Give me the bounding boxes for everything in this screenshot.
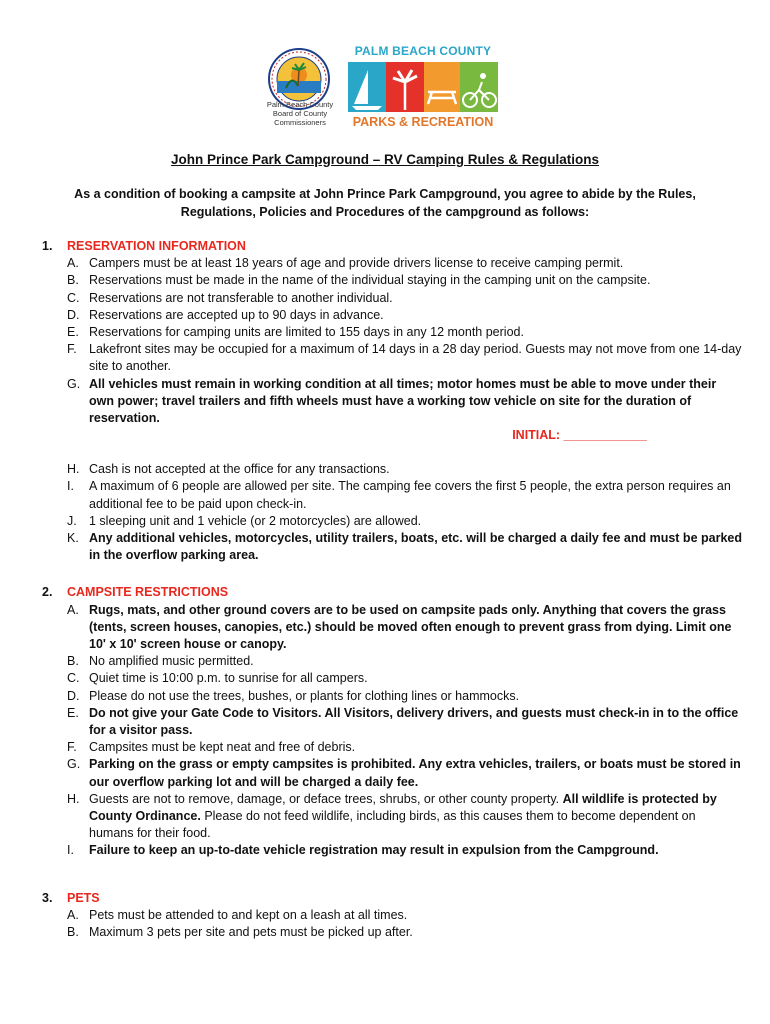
section-number: 2. — [42, 585, 53, 600]
section-reservation-information — [42, 238, 742, 255]
list-item: G. All vehicles must remain in working condition at all times; motor homes must be able to move under their own power; travel trailers and fifth wheels must have a working tow vehicle on site for the duration of reservation. — [67, 376, 717, 426]
list-item: E. Do not give your Gate Code to Visitors. All Visitors, delivery drivers, and guests must check-in in to the office for a visitor pass. — [67, 705, 739, 738]
list-item: F. Campsites must be kept neat and free of debris. — [67, 740, 356, 755]
list-item: A. Rugs, mats, and other ground covers are to be used on campsite pads only. Anything that covers the grass (tents, screen houses, canopies, etc.) should be moved often enough to prevent grass from dying. Limit one 10' x 10' screen house or canopy. — [67, 602, 732, 652]
section-campsite-restrictions — [42, 584, 742, 601]
section-number: 3. — [42, 890, 53, 905]
list-item: H. Cash is not accepted at the office for any transactions. — [67, 462, 390, 477]
logo-top-text: PALM BEACH COUNTY — [354, 44, 492, 58]
intro-paragraph: As a condition of booking a campsite at John Prince Park Campground, you agree to abide by the Rules, Regulations, Policies and Procedures of the campground as follows: — [74, 187, 696, 219]
list-item: I. Failure to keep an up-to-date vehicle registration may result in expulsion from the Campground. — [67, 843, 659, 858]
list-item: J. 1 sleeping unit and 1 vehicle (or 2 motorcycles) are allowed. — [67, 513, 422, 528]
list-item: D. Reservations are accepted up to 90 days in advance. — [67, 307, 384, 322]
list-item: A. Campers must be at least 18 years of age and provide drivers license to receive camping permit. — [67, 256, 624, 271]
list-item: K. Any additional vehicles, motorcycles, utility trailers, boats, etc. will be charged a daily fee and must be parked in the overflow parking area. — [67, 531, 742, 563]
list-item: B. No amplified music permitted. — [67, 654, 254, 669]
list-item: B. Reservations must be made in the name of the individual staying in the camping unit on the campsite. — [67, 273, 651, 288]
list-item: A. Pets must be attended to and kept on a leash at all times. — [67, 907, 408, 922]
document-title: John Prince Park Campground – RV Camping Rules & Regulations — [170, 152, 600, 167]
list-item: C. Quiet time is 10:00 p.m. to sunrise for all campers. — [67, 671, 368, 686]
list-item: F. Lakefront sites may be occupied for a maximum of 14 days in a 28 day period. Guests may not move from one 14-day site to another. — [67, 342, 742, 374]
list-item: B. Maximum 3 pets per site and pets must be picked up after. — [67, 925, 413, 940]
initial-line[interactable] — [42, 427, 742, 461]
header — [0, 40, 770, 140]
seal-caption: Palm Beach County Board of County Commissioners — [266, 100, 334, 127]
logo-bottom-text: PARKS & RECREATION — [352, 115, 494, 129]
section-title: RESERVATION INFORMATION — [67, 239, 246, 253]
rules-content — [42, 238, 742, 941]
section-pets — [42, 890, 742, 907]
list-item: E. Reservations for camping units are limited to 155 days in any 12 month period. — [67, 325, 524, 339]
list-item: C. Reservations are not transferable to another individual. — [67, 290, 393, 305]
initial-field[interactable]: INITIAL: ____________ — [512, 428, 647, 443]
section-number: 1. — [42, 239, 53, 253]
parks-recreation-logo — [344, 40, 502, 135]
section-title: PETS — [67, 890, 100, 905]
list-item: H. Guests are not to remove, damage, or deface trees, shrubs, or other county property. All wildlife is protected by County Ordinance. Please do not feed wildlife, including birds, as this causes them to become dependent on humans for their food. — [67, 791, 717, 841]
section-title: CAMPSITE RESTRICTIONS — [67, 585, 229, 600]
list-item: G. Parking on the grass or empty campsites is prohibited. Any extra vehicles, trailers, or boats must be stored in our overflow parking lot and will be charged a daily fee. — [67, 757, 741, 789]
list-item: D. Please do not use the trees, bushes, or plants for clothing lines or hammocks. — [67, 688, 520, 703]
parks-art-icon — [348, 62, 498, 112]
list-item: I. A maximum of 6 people are allowed per site. The camping fee covers the first 5 people, the extra person requires an additional fee to be paid upon check-in. — [67, 479, 731, 511]
